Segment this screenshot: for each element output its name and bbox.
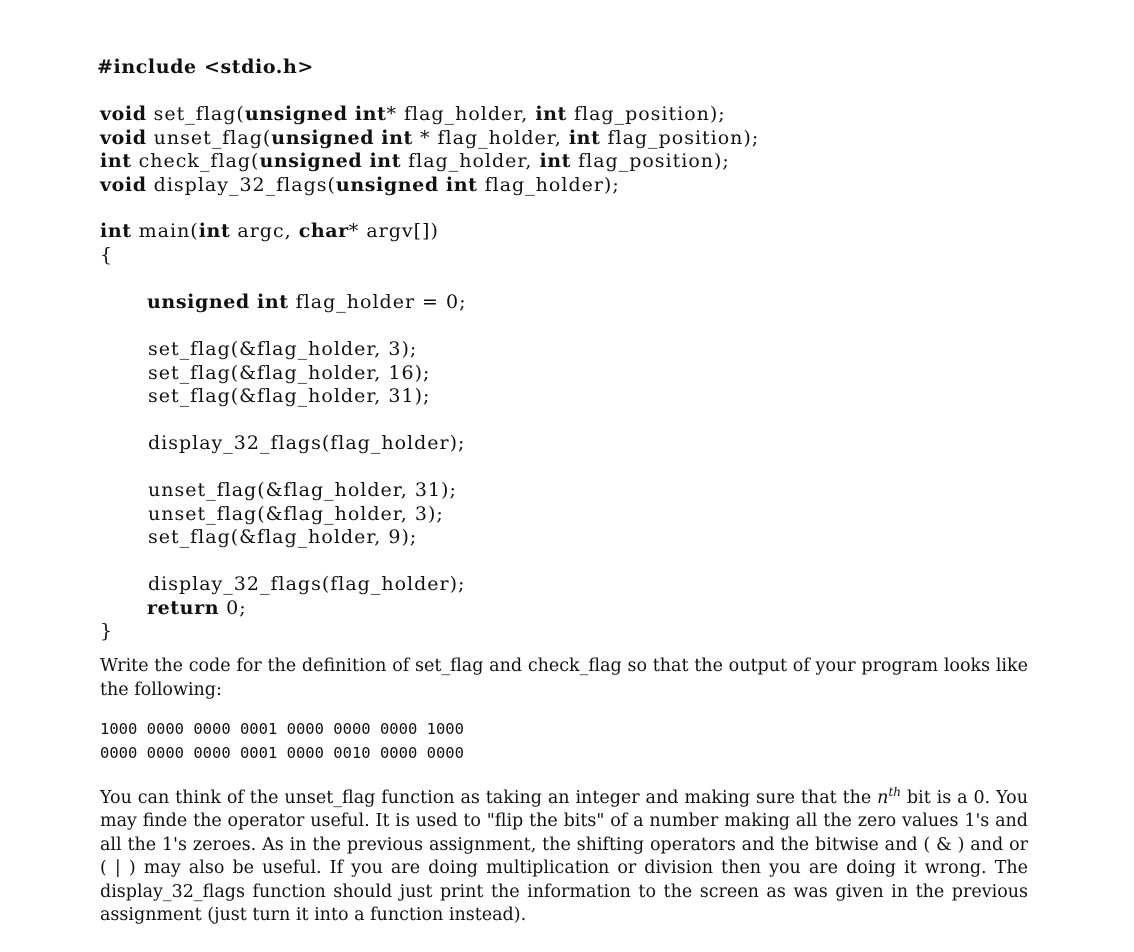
keyword: char: [298, 220, 349, 242]
keyword: int: [100, 150, 132, 172]
call-line: set_flag(&flag_holder, 9);: [148, 526, 418, 548]
keyword: unsigned int: [244, 103, 387, 125]
code-text: * flag_holder,: [412, 126, 569, 149]
keyword: int: [568, 126, 601, 149]
keyword: void: [100, 103, 147, 125]
close-brace: }: [100, 620, 114, 642]
call-line: unset_flag(&flag_holder, 3);: [148, 502, 444, 525]
keyword: int: [535, 103, 567, 125]
open-brace: {: [100, 244, 114, 266]
keyword: int: [198, 220, 231, 242]
prototype-unset-flag: [100, 127, 759, 151]
math-n: n: [877, 787, 889, 808]
code-text: flag_holder = 0;: [288, 291, 467, 313]
prototype-display-flags: [100, 174, 620, 198]
return-line: [147, 597, 247, 621]
code-text: * argv[]): [348, 220, 439, 242]
output-line: 0000 0000 0000 0001 0000 0010 0000 0000: [100, 743, 464, 762]
code-text: argc,: [230, 220, 299, 242]
keyword: unsigned int: [147, 291, 289, 313]
keyword: return: [147, 596, 220, 619]
main-signature: [100, 220, 439, 244]
keyword: unsigned int: [259, 150, 402, 172]
keyword: unsigned int: [335, 173, 478, 196]
code-text: check_flag(: [131, 150, 260, 172]
code-text: flag_position);: [566, 103, 726, 125]
code-text: flag_holder);: [477, 173, 620, 196]
code-text: 0;: [219, 596, 247, 619]
include-directive: #include <stdio.h>: [97, 56, 314, 78]
call-line: set_flag(&flag_holder, 31);: [148, 385, 431, 407]
keyword: unsigned int: [271, 126, 413, 149]
keyword: int: [539, 150, 572, 172]
instruction-paragraph: Write the code for the definition of set_flag and check_flag so that the output of your program looks like the following:: [100, 656, 1028, 700]
paragraph-text: You can think of the unset_flag function as taking an integer and making sure that the: [100, 787, 878, 808]
prototype-set-flag: [100, 103, 726, 127]
code-text: main(: [131, 220, 199, 242]
keyword: void: [100, 173, 147, 196]
call-line: set_flag(&flag_holder, 3);: [148, 338, 418, 360]
math-superscript: th: [888, 785, 902, 799]
explanation-paragraph: [100, 781, 1028, 928]
code-text: display_32_flags(: [146, 173, 336, 196]
code-text: flag_position);: [571, 150, 730, 172]
include-line: [97, 56, 314, 80]
code-text: set_flag(: [146, 103, 245, 125]
output-line: 1000 0000 0000 0001 0000 0000 0000 1000: [100, 720, 464, 738]
code-text: flag_holder,: [401, 150, 540, 172]
call-line: set_flag(&flag_holder, 16);: [148, 361, 431, 384]
call-line: display_32_flags(flag_holder);: [148, 573, 466, 595]
call-line: unset_flag(&flag_holder, 31);: [148, 479, 457, 501]
paragraph-text: bit is a 0. You may finde the operator useful. It is used to "flip the bits" of a number making all the zero values 1's and all the 1's zeroes. As in the previous assignment, the shifting operators and the bitwise and ( & ) and or ( | ) may also be useful. If you are doing multiplication or division then you are doing it wrong. The display_32_flags function should just print the information to the screen as was given in the previous assignment (just turn it into a function instead).: [100, 787, 1028, 926]
code-text: flag_position);: [600, 126, 760, 149]
code-text: * flag_holder,: [386, 103, 536, 125]
call-line: display_32_flags(flag_holder);: [148, 432, 466, 454]
prototype-check-flag: [100, 150, 730, 174]
code-text: unset_flag(: [146, 126, 272, 149]
declaration-line: [147, 291, 467, 315]
keyword: void: [100, 126, 147, 149]
keyword: int: [100, 220, 132, 242]
